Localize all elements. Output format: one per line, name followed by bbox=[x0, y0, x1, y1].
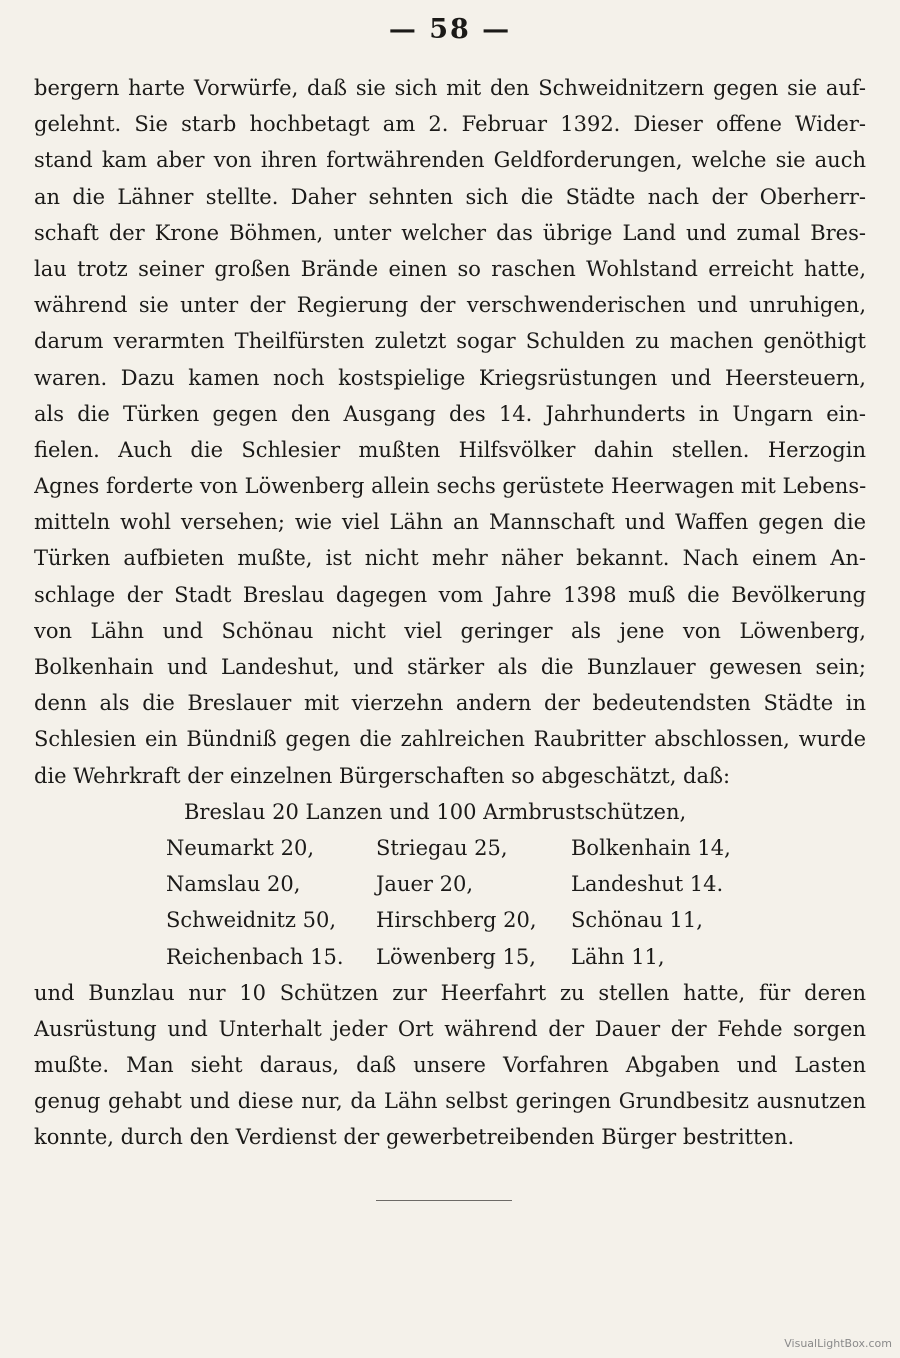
text-line: Bolkenhain und Landeshut, und stärker als die Bunzlauer gewesen sein; bbox=[34, 655, 866, 679]
text-line: genug gehabt und diese nur, da Lähn selbst geringen Grundbesitz ausnutzen bbox=[34, 1089, 866, 1114]
text-line: von Lähn und Schönau nicht viel geringer als jene von Löwenberg, bbox=[34, 618, 866, 643]
text-line: gelehnt. Sie starb hochbetagt am 2. Februar 1392. Dieser offene Wider- bbox=[34, 112, 866, 137]
divider-rule bbox=[376, 1200, 512, 1201]
table-cell: Neumarkt 20, bbox=[166, 835, 315, 860]
text-line: mußte. Man sieht daraus, daß unsere Vorfahren Abgaben und Lasten bbox=[34, 1053, 866, 1078]
table-row bbox=[34, 939, 866, 975]
text-line: mitteln wohl versehen; wie viel Lähn an Mannschaft und Waffen gegen die bbox=[34, 510, 866, 535]
table-cell: Schönau 11, bbox=[571, 908, 703, 933]
table-row bbox=[34, 902, 866, 938]
text-line: Agnes forderte von Löwenberg allein sechs gerüstete Heerwagen mit Lebens- bbox=[34, 474, 866, 499]
table-cell: Jauer 20, bbox=[376, 872, 474, 897]
text-line: während sie unter der Regierung der verschwenderischen und unruhigen, bbox=[34, 293, 866, 318]
page-number: — 58 — bbox=[388, 14, 512, 45]
table-cell: Bolkenhain 14, bbox=[571, 835, 731, 860]
table-cell: Striegau 25, bbox=[376, 835, 508, 860]
text-line: bergern harte Vorwürfe, daß sie sich mit den Schweidnitzern gegen sie auf- bbox=[34, 76, 866, 100]
text-line: und Bunzlau nur 10 Schützen zur Heerfahrt zu stellen hatte, für deren bbox=[34, 980, 866, 1005]
text-line: denn als die Breslauer mit vierzehn andern der bedeutendsten Städte in bbox=[34, 691, 866, 716]
table-cell: Schweidnitz 50, bbox=[166, 908, 337, 933]
text-line: Schlesien ein Bündniß gegen die zahlreichen Raubritter abschlossen, wurde bbox=[34, 727, 866, 752]
text-line: als die Türken gegen den Ausgang des 14. Jahrhunderts in Ungarn ein- bbox=[34, 401, 866, 426]
table-cell: Namslau 20, bbox=[166, 872, 301, 897]
table-row bbox=[34, 866, 866, 902]
troop-table bbox=[34, 830, 866, 975]
watermark: VisualLightBox.com bbox=[784, 1337, 892, 1350]
table-cell: Landeshut 14. bbox=[571, 872, 724, 897]
table-row bbox=[34, 830, 866, 866]
table-cell: Hirschberg 20, bbox=[376, 908, 537, 933]
table-cell: Löwenberg 15, bbox=[376, 944, 536, 969]
text-line: Ausrüstung und Unterhalt jeder Ort während der Dauer der Fehde sorgen bbox=[34, 1016, 866, 1041]
text-line: die Wehrkraft der einzelnen Bürgerschaften so abgeschätzt, daß: bbox=[34, 763, 731, 788]
text-line: schaft der Krone Böhmen, unter welcher das übrige Land und zumal Bres- bbox=[34, 220, 866, 245]
text-line: fielen. Auch die Schlesier mußten Hilfsvölker dahin stellen. Herzogin bbox=[34, 437, 866, 462]
body-text bbox=[34, 70, 866, 1156]
text-line: lau trotz seiner großen Brände einen so raschen Wohlstand erreicht hatte, bbox=[34, 256, 866, 281]
text-line: schlage der Stadt Breslau dagegen vom Jahre 1398 muß die Bevölkerung bbox=[34, 582, 866, 607]
table-heading: Breslau 20 Lanzen und 100 Armbrustschützen, bbox=[184, 799, 687, 824]
table-cell: Reichenbach 15. bbox=[166, 944, 344, 969]
paragraph-after-table bbox=[34, 975, 866, 1156]
text-line: waren. Dazu kamen noch kostspielige Kriegsrüstungen und Heersteuern, bbox=[34, 365, 866, 390]
paragraph-before-table bbox=[34, 70, 866, 794]
text-line: darum verarmten Theilfürsten zuletzt sogar Schulden zu machen genöthigt bbox=[34, 329, 866, 354]
text-line: an die Lähner stellte. Daher sehnten sich die Städte nach der Oberherr- bbox=[34, 184, 866, 209]
text-line: stand kam aber von ihren fortwährenden Geldforderungen, welche sie auch bbox=[34, 148, 866, 173]
table-cell: Lähn 11, bbox=[571, 944, 665, 969]
text-line: Türken aufbieten mußte, ist nicht mehr näher bekannt. Nach einem An- bbox=[34, 546, 866, 571]
text-line: konnte, durch den Verdienst der gewerbetreibenden Bürger bestritten. bbox=[34, 1125, 795, 1150]
